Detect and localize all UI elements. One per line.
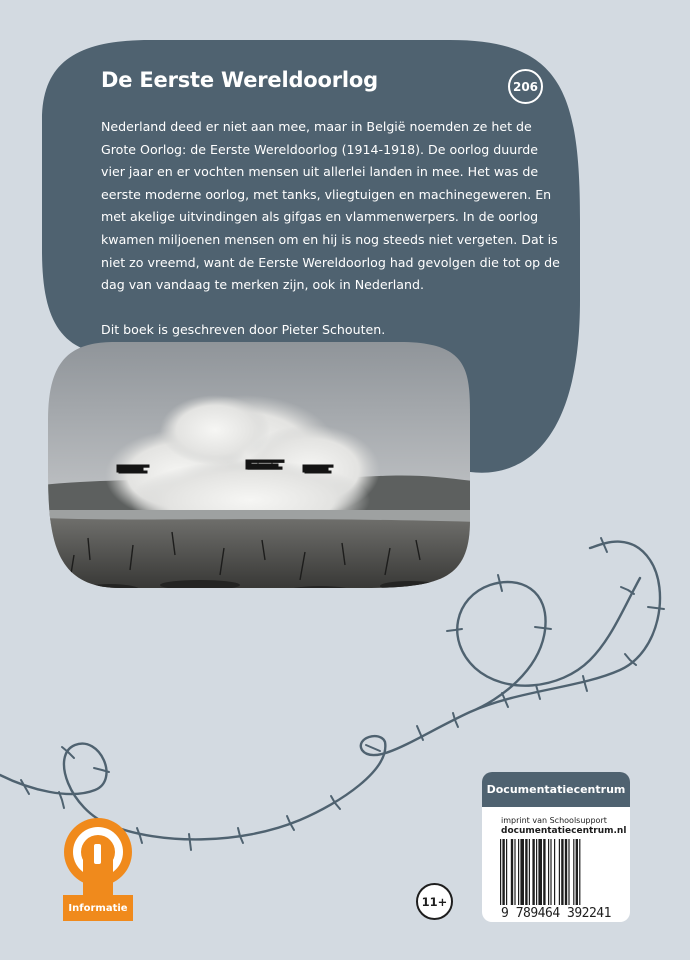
information-logo-icon <box>63 806 133 898</box>
imprint-line: imprint van Schoolsupport <box>501 816 607 825</box>
author-line: Dit boek is geschreven door Pieter Schouten. <box>101 321 386 337</box>
informatie-logo <box>63 806 133 921</box>
book-title: De Eerste Wereldoorlog <box>101 68 378 92</box>
blurb-paragraph: Nederland deed er niet aan mee, maar in België noemden ze het de Grote Oorlog: de Eerste Wereldoorlog (1914-1918). De oorlog duurde vier jaar en er vochten mensen uit allerlei landen in mee. Het was de eerste moderne oorlog, met tanks, vliegtuigen en machinegeweren. En met akelige uitvindingen als gifgas en vlammenwerpers. In de oorlog kwamen miljoenen mensen om en hij is nog steeds niet vergeten. Dat is niet zo vreemd, want de Eerste Wereldoorlog had gevolgen die tot op de dag van vandaag te merken zijn, ook in Nederland. <box>101 119 560 293</box>
logo-label: Informatie <box>63 895 133 921</box>
publisher-name: Documentatiecentrum <box>482 772 630 807</box>
publisher-box <box>482 772 630 922</box>
isbn-number: 9 789464 392241 <box>501 906 611 921</box>
publisher-website: documentatiecentrum.nl <box>501 826 627 836</box>
age-rating-badge: 11+ <box>416 883 453 920</box>
barcode <box>500 839 614 905</box>
series-number-badge: 206 <box>508 69 543 104</box>
